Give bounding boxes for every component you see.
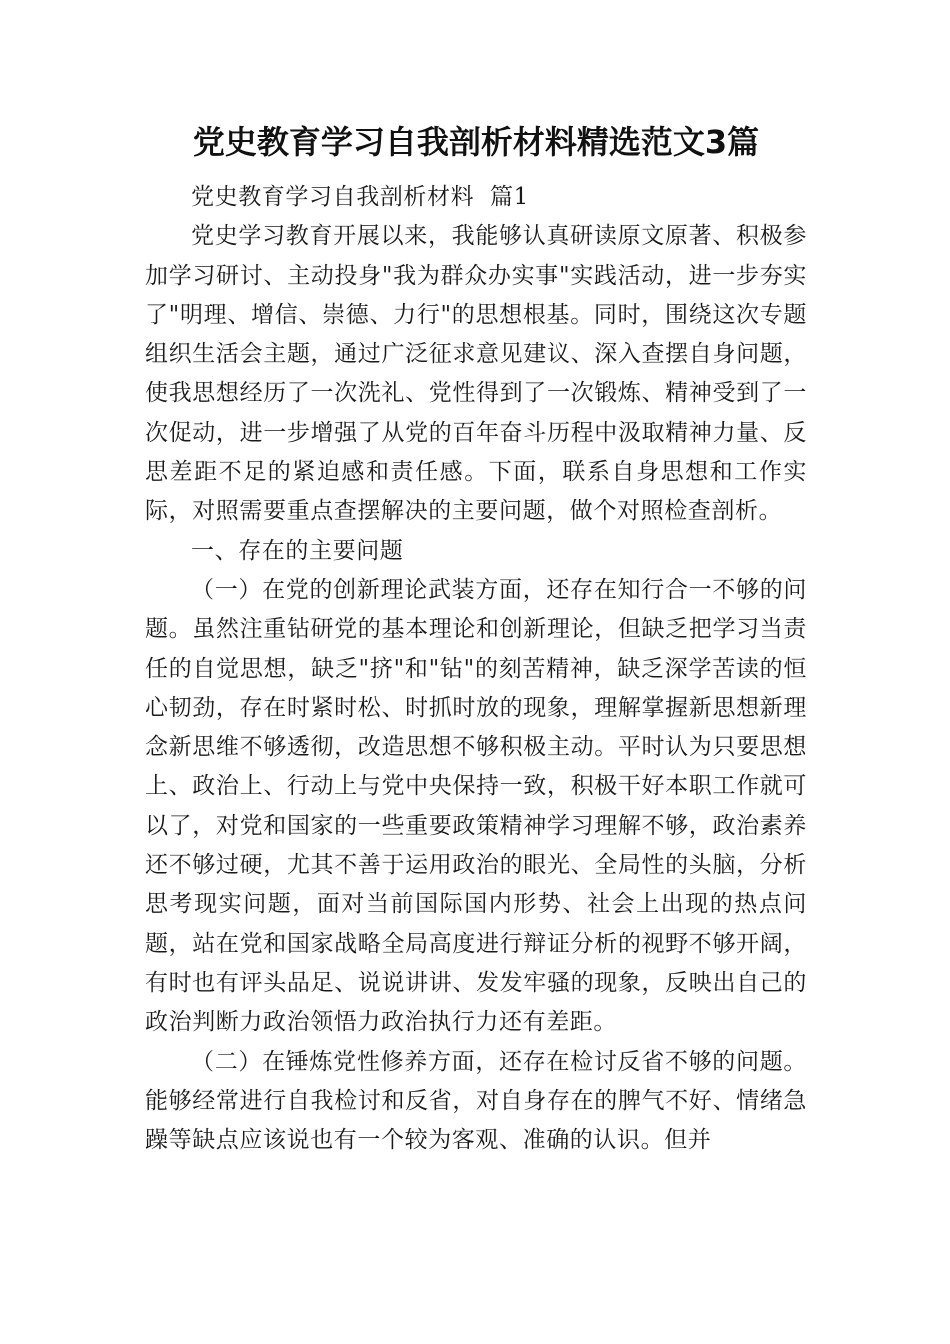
document-body bbox=[145, 178, 807, 1160]
document-page bbox=[145, 112, 807, 1160]
section-heading: 一、存在的主要问题 bbox=[191, 537, 404, 564]
issue-one-paragraph: （一）在党的创新理论武装方面，还存在知行合一不够的问题。虽然注重钻研党的基本理论和创新理论，但缺乏把学习当责任的自觉思想，缺乏"挤"和"钻"的刻苦精神，缺乏深学苦读的恒心韧劲，存在时紧时松、时抓时放的现象，理解掌握新思想新理念新思维不够透彻，改造思想不够积极主动。平时认为只要思想上、政治上、行动上与党中央保持一致，积极干好本职工作就可以了，对党和国家的一些重要政策精神学习理解不够，政治素养还不够过硬，尤其不善于运用政治的眼光、全局性的头脑，分析思考现实问题，面对当前国际国内形势、社会上出现的热点问题，站在党和国家战略全局高度进行辩证分析的视野不够开阔，有时也有评头品足、说说讲讲、发发牢骚的现象，反映出自己的政治判断力政治领悟力政治执行力还有差距。 bbox=[145, 576, 807, 1036]
issue-two-paragraph: （二）在锤炼党性修养方面，还存在检讨反省不够的问题。能够经常进行自我检讨和反省，对自身存在的脾气不好、情绪急躁等缺点应该说也有一个较为客观、准确的认识。但并 bbox=[145, 1048, 807, 1154]
intro-paragraph: 党史学习教育开展以来，我能够认真研读原文原著、积极参加学习研讨、主动投身"我为群众办实事"实践活动，进一步夯实了"明理、增信、崇德、力行"的思想根基。同时，围绕这次专题组织生活会主题，通过广泛征求意见建议、深入查摆自身问题，使我思想经历了一次洗礼、党性得到了一次锻炼、精神受到了一次促动，进一步增强了从党的百年奋斗历程中汲取精神力量、反思差距不足的紧迫感和责任感。下面，联系自身思想和工作实际，对照需要重点查摆解决的主要问题，做个对照检查剖析。 bbox=[145, 223, 807, 525]
document-title: 党史教育学习自我剖析材料精选范文3篇 bbox=[192, 123, 760, 161]
subtitle-paragraph: 党史教育学习自我剖析材料 篇1 bbox=[191, 184, 529, 210]
